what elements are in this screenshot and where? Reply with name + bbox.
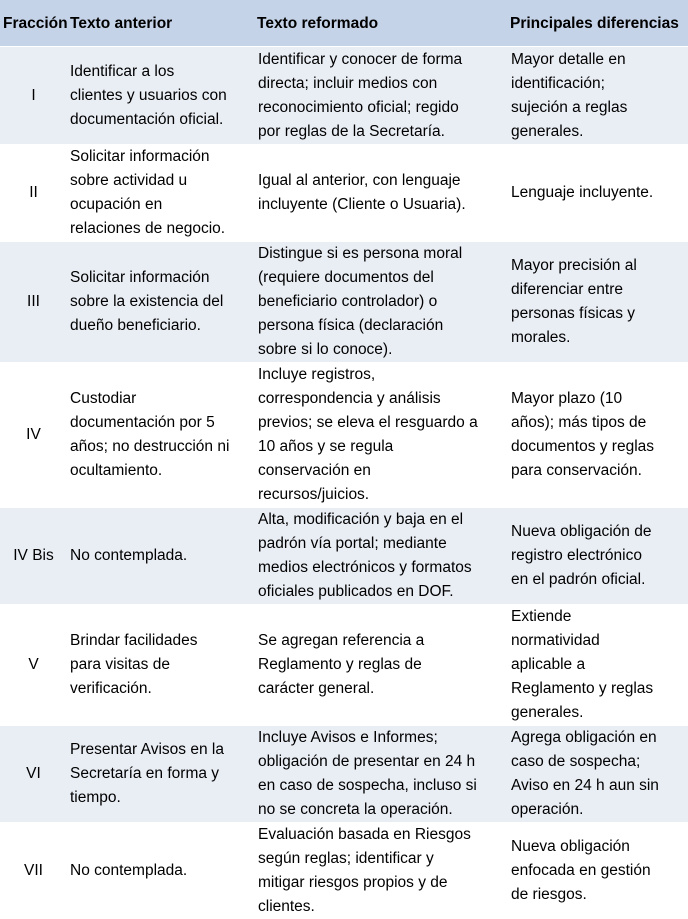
cell-line: según reglas; identificar y [258,847,504,871]
cell-line: Evaluación basada en Riesgos [258,823,504,847]
cell-line: aplicable a [511,653,685,677]
cell-line: Incluye Avisos e Informes; [258,726,504,750]
cell-fraccion: I [0,47,67,145]
cell-line: reconocimiento oficial; regido [258,96,504,120]
cell-texto-anterior [67,605,254,726]
cell-line: dueño beneficiario. [70,314,251,338]
cell-line: por reglas de la Secretaría. [258,120,504,144]
table-header [0,0,688,47]
cell-line: Se agregan referencia a [258,629,504,653]
cell-line: sobre actividad u [70,169,251,193]
cell-line: carácter general. [258,677,504,701]
cell-line: Presentar Avisos en la [70,738,251,762]
cell-line: Incluye registros, [258,363,504,387]
cell-line: Solicitar información [70,266,251,290]
cell-texto-reformado [254,823,507,919]
cell-fraccion: V [0,605,67,726]
cell-fraccion: III [0,242,67,363]
cell-line: años; no destrucción ni [70,435,251,459]
cell-line: medios electrónicos y formatos [258,556,504,580]
cell-line: operación. [511,798,685,822]
cell-line: 10 años y se regula [258,435,504,459]
cell-line: de riesgos. [511,883,685,907]
cell-line: Igual al anterior, con lenguaje [258,169,504,193]
cell-line: directa; incluir medios con [258,72,504,96]
header-fraccion: Fracción [0,0,67,47]
header-texto-anterior: Texto anterior [67,0,254,47]
cell-line: años); más tipos de [511,411,685,435]
cell-line: Agrega obligación en [511,726,685,750]
cell-line: en caso de sospecha, incluso si [258,774,504,798]
cell-texto-reformado [254,47,507,145]
cell-principales-diferencias [507,145,688,242]
cell-line: Extiende [511,605,685,629]
cell-line: Solicitar información [70,145,251,169]
cell-line: para conservación. [511,459,685,483]
cell-line: Reglamento y reglas de [258,653,504,677]
cell-line: sobre si lo conoce). [258,338,504,362]
cell-texto-reformado [254,242,507,363]
cell-line: Nueva obligación [511,835,685,859]
cell-principales-diferencias [507,726,688,823]
cell-line: enfocada en gestión [511,859,685,883]
cell-line: clientes. [258,895,504,919]
cell-line: obligación de presentar en 24 h [258,750,504,774]
cell-line: documentación oficial. [70,108,251,132]
cell-line: ocupación en [70,193,251,217]
cell-principales-diferencias [507,47,688,145]
cell-line: Mayor precisión al [511,254,685,278]
table-body [0,47,688,919]
cell-line: Mayor detalle en [511,48,685,72]
cell-line: Aviso en 24 h aun sin [511,774,685,798]
cell-fraccion: IV Bis [0,508,67,605]
cell-line: tiempo. [70,786,251,810]
header-row [0,0,688,47]
cell-line: Distingue si es persona moral [258,242,504,266]
table-row [0,363,688,508]
cell-principales-diferencias [507,242,688,363]
table-row [0,726,688,823]
cell-line: identificación; [511,72,685,96]
cell-line: Lenguaje incluyente. [511,181,685,205]
cell-line: previos; se eleva el resguardo a [258,411,504,435]
cell-line: verificación. [70,677,251,701]
cell-fraccion: II [0,145,67,242]
cell-line: clientes y usuarios con [70,84,251,108]
cell-fraccion: VI [0,726,67,823]
cell-texto-anterior [67,145,254,242]
cell-texto-anterior [67,823,254,919]
cell-line: relaciones de negocio. [70,217,251,241]
cell-texto-anterior [67,363,254,508]
cell-principales-diferencias [507,605,688,726]
table-row [0,823,688,919]
cell-line: ocultamiento. [70,459,251,483]
cell-line: diferenciar entre [511,278,685,302]
table-row [0,47,688,145]
cell-principales-diferencias [507,363,688,508]
cell-line: no se concreta la operación. [258,798,504,822]
cell-texto-reformado [254,605,507,726]
cell-line: mitigar riesgos propios y de [258,871,504,895]
cell-line: Secretaría en forma y [70,762,251,786]
cell-line: para visitas de [70,653,251,677]
cell-line: normatividad [511,629,685,653]
cell-fraccion: VII [0,823,67,919]
cell-principales-diferencias [507,508,688,605]
cell-line: Nueva obligación de [511,520,685,544]
table-row [0,605,688,726]
cell-line: oficiales publicados en DOF. [258,580,504,604]
table-row [0,145,688,242]
cell-line: generales. [511,701,685,725]
header-texto-reformado: Texto reformado [254,0,507,47]
cell-line: personas físicas y [511,302,685,326]
cell-line: documentos y reglas [511,435,685,459]
cell-line: caso de sospecha; [511,750,685,774]
cell-line: documentación por 5 [70,411,251,435]
cell-texto-reformado [254,726,507,823]
cell-fraccion: IV [0,363,67,508]
cell-texto-anterior [67,242,254,363]
cell-line: en el padrón oficial. [511,568,685,592]
table-row [0,508,688,605]
cell-line: Identificar a los [70,60,251,84]
cell-line: padrón vía portal; mediante [258,532,504,556]
cell-line: Reglamento y reglas [511,677,685,701]
cell-line: conservación en [258,459,504,483]
cell-line: registro electrónico [511,544,685,568]
cell-line: beneficiario controlador) o [258,290,504,314]
cell-line: No contemplada. [70,544,251,568]
cell-line: persona física (declaración [258,314,504,338]
table-row [0,242,688,363]
cell-line: Mayor plazo (10 [511,387,685,411]
cell-texto-reformado [254,363,507,508]
cell-line: Identificar y conocer de forma [258,48,504,72]
cell-principales-diferencias [507,823,688,919]
cell-texto-anterior [67,726,254,823]
cell-line: correspondencia y análisis [258,387,504,411]
cell-line: generales. [511,120,685,144]
header-principales-diferencias: Principales diferencias [507,0,688,47]
cell-line: (requiere documentos del [258,266,504,290]
cell-line: sujeción a reglas [511,96,685,120]
cell-texto-anterior [67,47,254,145]
cell-texto-reformado [254,508,507,605]
cell-line: Custodiar [70,387,251,411]
cell-line: sobre la existencia del [70,290,251,314]
cell-line: morales. [511,326,685,350]
cell-line: Brindar facilidades [70,629,251,653]
cell-line: recursos/juicios. [258,483,504,507]
cell-line: No contemplada. [70,859,251,883]
cell-texto-anterior [67,508,254,605]
cell-line: Alta, modificación y baja en el [258,508,504,532]
cell-texto-reformado [254,145,507,242]
cell-line: incluyente (Cliente o Usuaria). [258,193,504,217]
